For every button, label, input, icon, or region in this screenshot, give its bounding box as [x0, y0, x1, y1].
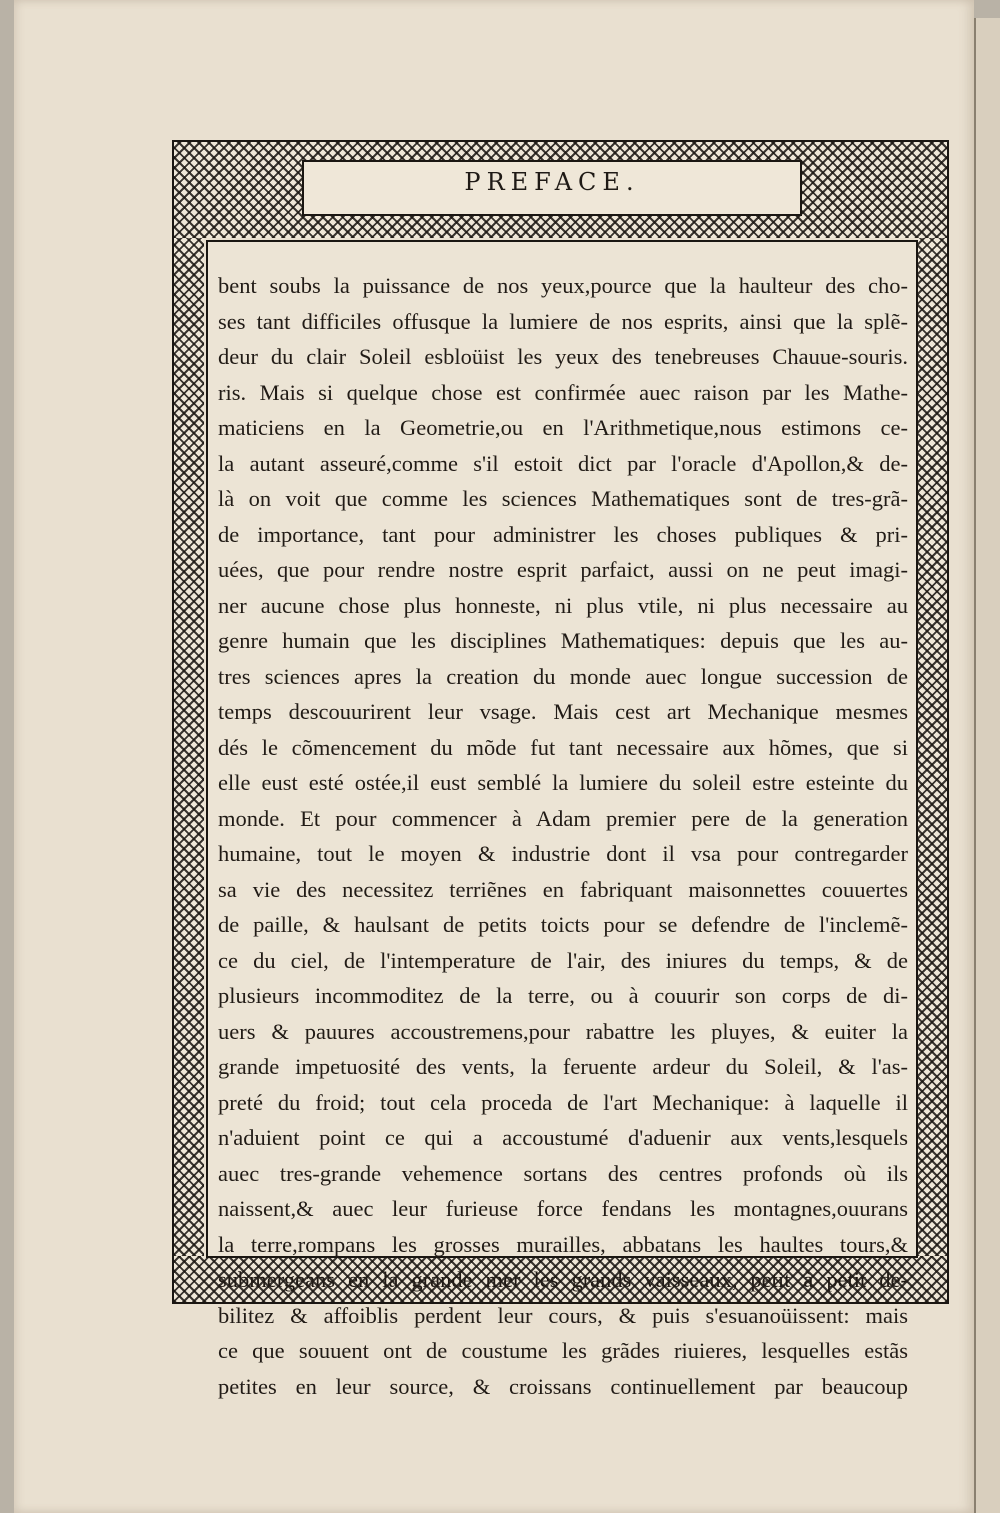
text-line: uées, que pour rendre nostre esprit parfaict, aussi on ne peut imagi-: [218, 557, 908, 582]
text-line: grande impetuosité des vents, la feruente ardeur du Soleil, & l'as-: [218, 1054, 908, 1079]
page-heading: PREFACE.: [464, 168, 640, 196]
text-line: elle eust esté ostée,il eust semblé la lumiere du soleil estre esteinte du: [218, 770, 908, 795]
text-line: deur du clair Soleil esbloüist les yeux des tenebreuses Chauue-souris.: [218, 344, 908, 369]
text-line: preté du froid; tout cela proceda de l'art Mechanique: à laquelle il: [218, 1089, 908, 1115]
text-line: maticiens en la Geometrie,ou en l'Arithmetique,nous estimons ce-: [218, 415, 908, 440]
text-line: sa vie des necessitez terriẽnes en fabriquant maisonnettes couuertes: [218, 876, 908, 902]
text-line: ce que souuent ont de coustume les grãdes riuieres, lesquelles estãs: [218, 1338, 908, 1363]
text-line: plusieurs incommoditez de la terre, ou à couurir son corps de di-: [218, 983, 908, 1008]
text-line: là on voit que comme les sciences Mathematiques sont de tres-grã-: [218, 486, 908, 511]
text-line: auec tres-grande vehemence sortans des centres profonds où ils: [218, 1160, 908, 1186]
text-line: la autant asseuré,comme s'il estoit dict par l'oracle d'Apollon,& de-: [218, 450, 908, 476]
text-line: bent soubs la puissance de nos yeux,pource que la haulteur des cho-: [218, 273, 908, 298]
ornamental-border-right: [917, 238, 947, 1256]
text-line: ner aucune chose plus honneste, ni plus vtile, ni plus necessaire au: [218, 592, 908, 618]
body-text: [218, 268, 908, 1404]
text-line: submergeans en la grande mer les grands vaisseaux, petit à petit de-: [218, 1267, 908, 1292]
text-line: ses tant difficiles offusque la lumiere de nos esprits, ainsi que la splẽ-: [218, 308, 908, 334]
text-line: tres sciences apres la creation du monde auec longue succession de: [218, 663, 908, 689]
text-line: humaine, tout le moyen & industrie dont il vsa pour contregarder: [218, 841, 908, 866]
text-line: temps descouurirent leur vsage. Mais cest art Mechanique mesmes: [218, 699, 908, 724]
facing-page-edge: [974, 18, 1000, 1513]
text-line: ce du ciel, de l'intemperature de l'air, des iniures du temps, & de: [218, 947, 908, 973]
text-line: la terre,rompans les grosses murailles, abbatans les haultes tours,&: [218, 1231, 908, 1257]
text-line: petites en leur source, & croissans continuellement par beaucoup: [218, 1373, 908, 1399]
text-line: naissent,& auec leur furieuse force fendans les montagnes,ouurans: [218, 1196, 908, 1221]
ornamental-border-left: [174, 238, 204, 1256]
text-line: ris. Mais si quelque chose est confirmée auec raison par les Mathe-: [218, 379, 908, 405]
text-line: bilitez & affoiblis perdent leur cours, & puis s'esuanoüissent: mais: [218, 1302, 908, 1328]
text-line: genre humain que les disciplines Mathematiques: depuis que les au-: [218, 628, 908, 653]
text-line: dés le cõmencement du mõde fut tant necessaire aux hõmes, que si: [218, 734, 908, 760]
text-line: de paille, & haulsant de petits toicts pour se defendre de l'inclemẽ-: [218, 912, 908, 937]
text-line: n'aduient point ce qui a accoustumé d'aduenir aux vents,lesquels: [218, 1125, 908, 1150]
text-line: uers & pauures accoustremens,pour rabattre les pluyes, & euiter la: [218, 1018, 908, 1044]
text-line: monde. Et pour commencer à Adam premier pere de la generation: [218, 805, 908, 831]
text-line: de importance, tant pour administrer les choses publiques & pri-: [218, 521, 908, 547]
